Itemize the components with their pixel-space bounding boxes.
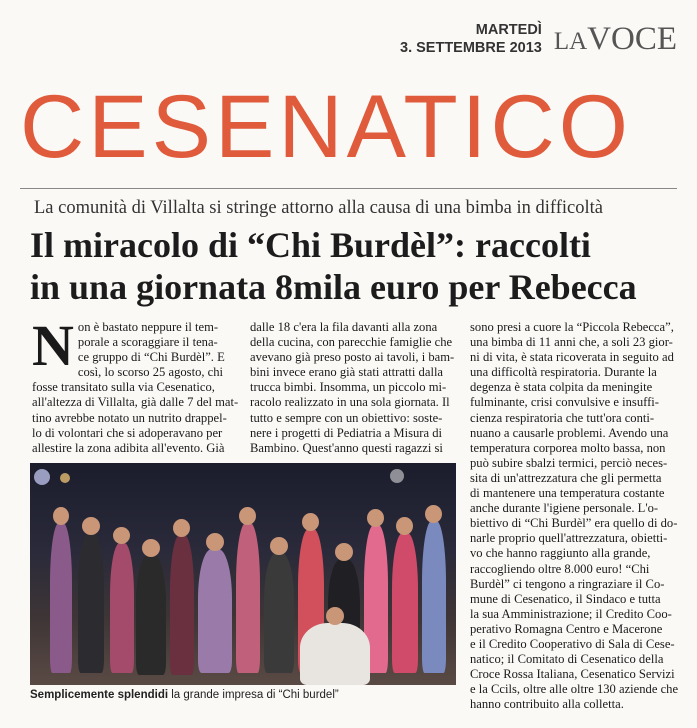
- body-line: ce gruppo di “Chi Burdèl”. E: [77, 350, 225, 365]
- body-line: della cucina, con parecchie famiglie che: [250, 335, 453, 350]
- body-line: una difficoltà respiratoria. Durante la: [470, 365, 657, 380]
- body-line: può subire sbalzi termici, perciò neces-: [470, 455, 668, 470]
- body-line: tutto e sempre con un obiettivo: soste-: [250, 410, 443, 425]
- body-line: racolo realizzato in una sola giornata. Il: [250, 395, 450, 410]
- divider: [20, 188, 677, 189]
- body-line: lo di volontari che si adoperavano per: [32, 425, 223, 440]
- kicker: La comunità di Villalta si stringe attorno alla causa di una bimba in difficoltà: [34, 198, 603, 218]
- weekday: MARTEDÌ: [475, 22, 542, 38]
- body-line: avevano già preso posto ai tavoli, i bam-: [250, 350, 455, 365]
- date: 3. SETTEMBRE 2013: [400, 40, 542, 56]
- drop-cap: N: [32, 313, 74, 378]
- body-line: e il Credito Cooperativo di Sala di Cese-: [470, 636, 675, 651]
- body-line: narle proprio quell'attrezzatura, obietti-: [470, 531, 668, 546]
- body-line: così, lo scorso 25 agosto, chi: [77, 365, 224, 380]
- body-line: vo che hanno raggiunto alla grande,: [470, 546, 651, 561]
- headline-line-2: in una giornata 8mila euro per Rebecca: [30, 267, 637, 307]
- newspaper-logo: LAVOCE: [553, 20, 677, 57]
- body-line: sita di un'attrezzatura che gli permetta: [470, 470, 662, 485]
- event-photo: [30, 463, 456, 685]
- body-column-3: [470, 320, 678, 712]
- body-line: dalle 18 c'era la fila davanti alla zona: [250, 320, 438, 334]
- body-column-2: [250, 320, 455, 456]
- body-line: porale a scoraggiare il tena-: [77, 335, 218, 350]
- body-line: ni di vita, è stata ricoverata in seguito ad: [470, 350, 674, 365]
- masthead: [400, 18, 677, 60]
- body-line: hanno contribuito alla colletta.: [470, 697, 624, 712]
- body-line: anche durante l'igiene personale. L'o-: [470, 501, 659, 516]
- body-line: natico; il Comitato di Cesenatico della: [470, 652, 664, 667]
- body-line: perativo Romagna Centro e Macerone: [470, 621, 663, 636]
- photo-caption: Semplicemente splendidi la grande impresa di “Chi burdel”: [30, 689, 339, 701]
- body-line: nere i progetti di Pediatria a Misura di: [250, 425, 442, 440]
- body-line: degenza è stata colpita da meningite: [470, 380, 653, 395]
- body-line: mune di Cesenatico, il Sindaco e tutta: [470, 591, 661, 606]
- body-line: trucca bimbi. Insomma, un piccolo mi-: [250, 380, 447, 395]
- body-line: Bambino. Quest'anno questi ragazzi si: [250, 440, 443, 455]
- body-line: on è bastato neppure il tem-: [77, 320, 219, 334]
- body-line: biettivo di “Chi Burdèl” era quello di do-: [470, 516, 678, 531]
- headline: [30, 224, 680, 308]
- body-line: tino avrebbe notato un nutrito drappel-: [32, 410, 227, 425]
- body-line: all'altezza di Villalta, già dalle 7 del mat-: [32, 395, 239, 410]
- body-line: la sua Amministrazione; il Credito Coo-: [470, 606, 672, 621]
- section-title: CESENATICO: [20, 76, 632, 176]
- body-line: temperatura corporea molto bassa, non: [470, 440, 666, 455]
- body-line: una bimba di 11 anni che, a soli 23 gior-: [470, 335, 673, 350]
- body-line: fulminante, crisi convulsive e insuffi-: [470, 395, 659, 410]
- body-line: allestire la zona adibita all'evento. Già: [32, 440, 225, 455]
- body-line: fosse transitato sulla via Cesenatico,: [32, 380, 215, 395]
- body-line: Croce Rossa Italiana, Cesenatico Servizi: [470, 667, 675, 682]
- body-line: raccogliendo oltre 8.000 euro! “Chi: [470, 561, 650, 576]
- body-line: di mantenere una temperatura costante: [470, 486, 665, 501]
- body-line: nuano a causarle problemi. Avendo una: [470, 425, 669, 440]
- headline-line-1: Il miracolo di “Chi Burdèl”: raccolti: [30, 225, 591, 265]
- body-column-1: [32, 313, 239, 456]
- body-line: bini invece erano già stati attratti dalla: [250, 365, 444, 380]
- body-line: Burdèl” ci tengono a ringraziare il Co-: [470, 576, 665, 591]
- body-line: sono presi a cuore la “Piccola Rebecca”,: [470, 320, 674, 334]
- issue-date: [400, 21, 542, 57]
- body-line: e la Ccils, oltre alle oltre 130 aziende che: [470, 682, 679, 697]
- body-line: cienza respiratoria che tutt'ora conti-: [470, 410, 655, 425]
